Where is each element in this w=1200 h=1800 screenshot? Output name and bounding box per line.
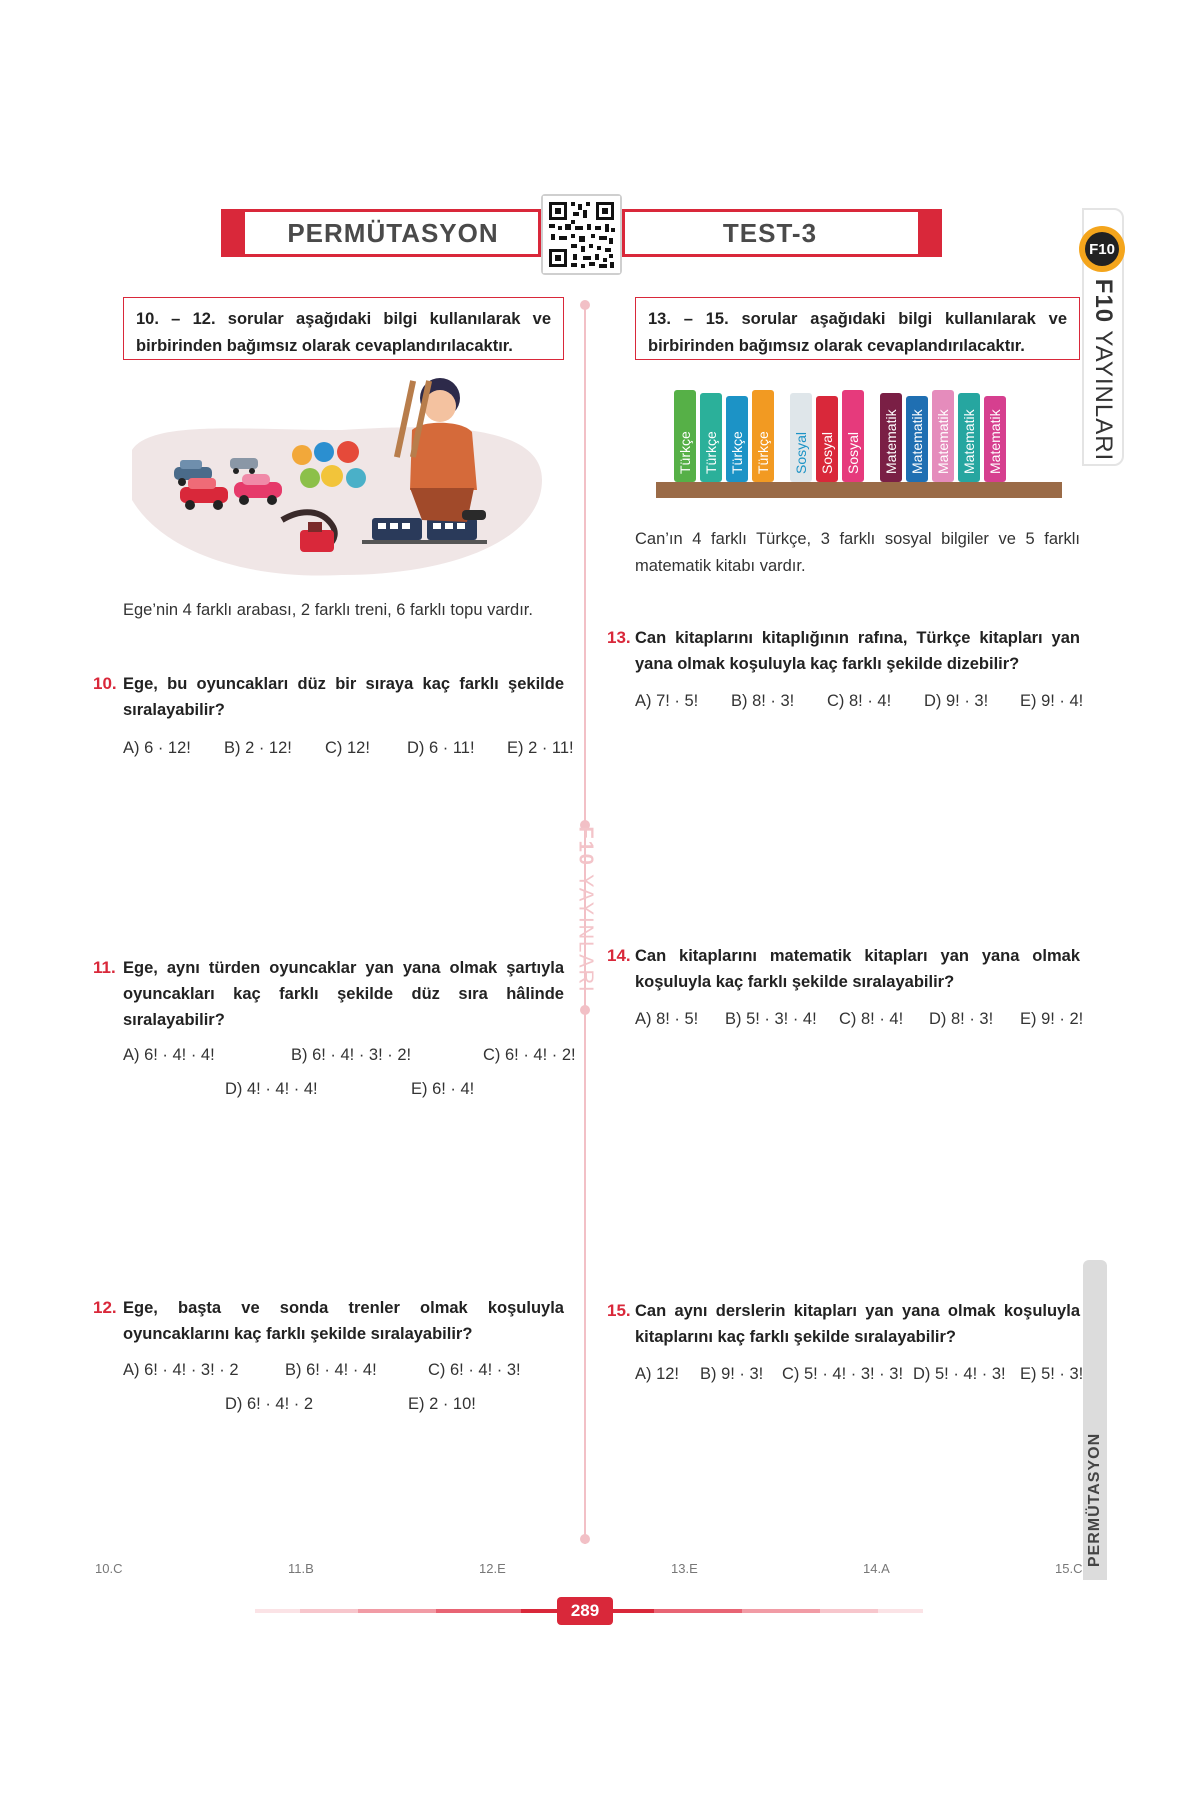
book-spine [880, 393, 902, 482]
option-e[interactable]: E) 5! · 3! [1020, 1365, 1084, 1383]
toys-illustration [122, 370, 547, 580]
footer-line [255, 1609, 300, 1613]
footer-line [300, 1609, 358, 1613]
book-spine [700, 393, 722, 482]
header-left-cap [221, 209, 245, 257]
book-spine [752, 390, 774, 482]
header-right-cap [918, 209, 942, 257]
right-info-box: 13. – 15. sorular aşağıdaki bilgi kullanılarak ve birbirinden bağımsız olarak cevaplandırılacaktır. [635, 297, 1080, 360]
footer-line [609, 1609, 654, 1613]
option-c[interactable]: C) 8! · 4! [827, 692, 892, 710]
question-number: 10. [93, 674, 117, 693]
right-intro: Can’ın 4 farklı Türkçe, 3 farklı sosyal bilgiler ve 5 farklı matematik kitabı vardır. [635, 530, 1080, 575]
option-e[interactable]: E) 9! · 4! [1020, 692, 1084, 710]
option-c[interactable]: C) 6! · 4! · 2! [483, 1046, 576, 1064]
option-c[interactable]: C) 6! · 4! · 3! [428, 1361, 521, 1379]
question-number: 12. [93, 1298, 117, 1317]
book-spine [932, 390, 954, 482]
book-label: Türkçe [755, 431, 771, 474]
option-a[interactable]: A) 12! [635, 1365, 680, 1383]
divider-dot [580, 300, 590, 310]
shelf-plank [656, 482, 1062, 498]
answer-key-item: 12.E [479, 1561, 506, 1576]
option-b[interactable]: B) 5! · 3! · 4! [725, 1010, 817, 1028]
footer-line [820, 1609, 878, 1613]
brand-text: F10 YAYINLARI [1090, 278, 1117, 462]
question-text: Ege, bu oyuncakları düz bir sıraya kaç farklı şekilde sıralayabilir? [123, 675, 564, 719]
option-d[interactable]: D) 4! · 4! · 4! [225, 1080, 318, 1098]
option-d[interactable]: D) 6 · 11! [407, 739, 475, 757]
left-intro: Ege’nin 4 farklı arabası, 2 farklı treni, 6 farklı topu vardır. [123, 601, 533, 619]
header-title-bar [221, 209, 541, 257]
option-b[interactable]: B) 8! · 3! [731, 692, 795, 710]
option-e[interactable]: E) 2 · 11! [507, 739, 574, 757]
book-label: Türkçe [703, 431, 719, 474]
book-spine [674, 390, 696, 482]
option-b[interactable]: B) 2 · 12! [224, 739, 292, 757]
answer-key-item: 11.B [288, 1561, 314, 1576]
option-c[interactable]: C) 8! · 4! [839, 1010, 904, 1028]
footer-line [742, 1609, 820, 1613]
option-a[interactable]: A) 6! · 4! · 4! [123, 1046, 215, 1064]
book-label: Sosyal [845, 431, 861, 474]
answer-key-item: 13.E [671, 1561, 698, 1576]
book-spine [726, 396, 748, 482]
watermark: F10 YAYINLARI [574, 826, 597, 994]
option-a[interactable]: A) 6 · 12! [123, 739, 191, 757]
option-b[interactable]: B) 6! · 4! · 3! · 2! [291, 1046, 412, 1064]
footer-line [521, 1609, 561, 1613]
section-side-label: PERMÜTASYON [1086, 1432, 1103, 1568]
header-test-label: TEST-3 [722, 217, 818, 248]
book-spine [984, 396, 1006, 482]
question-text: Ege, başta ve sonda trenler olmak koşuluyla oyuncaklarını kaç farklı şekilde sıralayabilir? [123, 1299, 564, 1343]
page-number: 289 [557, 1597, 613, 1625]
question-text: Ege, aynı türden oyuncaklar yan yana olmak şartıyla oyuncakları kaç farklı şekilde düz sıra hâlinde sıralayabilir? [123, 959, 564, 1029]
question-text: Can kitaplarını matematik kitapları yan yana olmak koşuluyla kaç farklı şekilde sıralayabilir? [635, 947, 1080, 991]
footer-line [654, 1609, 742, 1613]
header-test-bar [622, 209, 942, 257]
footer-line [436, 1609, 521, 1613]
book-label: Matematik [987, 409, 1003, 474]
option-d[interactable]: D) 9! · 3! [924, 692, 989, 710]
option-b[interactable]: B) 6! · 4! · 4! [285, 1361, 377, 1379]
option-c[interactable]: C) 5! · 4! · 3! · 3! [782, 1365, 904, 1383]
book-label: Matematik [935, 409, 951, 474]
question-number: 14. [607, 946, 631, 965]
book-label: Sosyal [793, 431, 809, 474]
book-spine [906, 396, 928, 482]
divider-dot [580, 1005, 590, 1015]
book-label: Türkçe [729, 431, 745, 474]
left-info-box: 10. – 12. sorular aşağıdaki bilgi kullanılarak ve birbirinden bağımsız olarak cevaplandırılacaktır. [123, 297, 564, 360]
question-number: 13. [607, 628, 631, 647]
book-label: Sosyal [819, 431, 835, 474]
option-d[interactable]: D) 5! · 4! · 3! [913, 1365, 1006, 1383]
book-label: Türkçe [677, 431, 693, 474]
qr-code-icon[interactable] [541, 194, 622, 275]
brand-logo-icon: F10 [1079, 226, 1125, 272]
question-text: Can aynı derslerin kitapları yan yana olmak koşuluyla kitaplarını kaç farklı şekilde sıralayabilir? [635, 1302, 1080, 1346]
answer-key-item: 15.C [1055, 1561, 1083, 1576]
answer-key-item: 10.C [95, 1561, 123, 1576]
option-d[interactable]: D) 8! · 3! [929, 1010, 994, 1028]
option-a[interactable]: A) 6! · 4! · 3! · 2 [123, 1361, 239, 1379]
option-b[interactable]: B) 9! · 3! [700, 1365, 764, 1383]
book-spine [842, 390, 864, 482]
divider-dot [580, 1534, 590, 1544]
footer-line [878, 1609, 923, 1613]
option-d[interactable]: D) 6! · 4! · 2 [225, 1395, 314, 1413]
book-spine [816, 396, 838, 482]
header-title: PERMÜTASYON [287, 217, 499, 248]
option-e[interactable]: E) 6! · 4! [411, 1080, 475, 1098]
option-c[interactable]: C) 12! [325, 739, 370, 757]
question-text: Can kitaplarını kitaplığının rafına, Türkçe kitapları yan yana olmak koşuluyla kaç farklı şekilde dizebilir? [635, 629, 1080, 673]
book-label: Matematik [961, 409, 977, 474]
question-number: 15. [607, 1301, 631, 1320]
footer-line [358, 1609, 436, 1613]
book-label: Matematik [909, 409, 925, 474]
option-e[interactable]: E) 9! · 2! [1020, 1010, 1084, 1028]
bookshelf-illustration [656, 380, 1062, 505]
question-number: 11. [93, 958, 116, 977]
book-spine [790, 393, 812, 482]
book-spine [958, 393, 980, 482]
book-label: Matematik [883, 409, 899, 474]
option-a[interactable]: A) 7! · 5! [635, 692, 699, 710]
option-e[interactable]: E) 2 · 10! [408, 1395, 476, 1413]
option-a[interactable]: A) 8! · 5! [635, 1010, 699, 1028]
answer-key-item: 14.A [863, 1561, 890, 1576]
